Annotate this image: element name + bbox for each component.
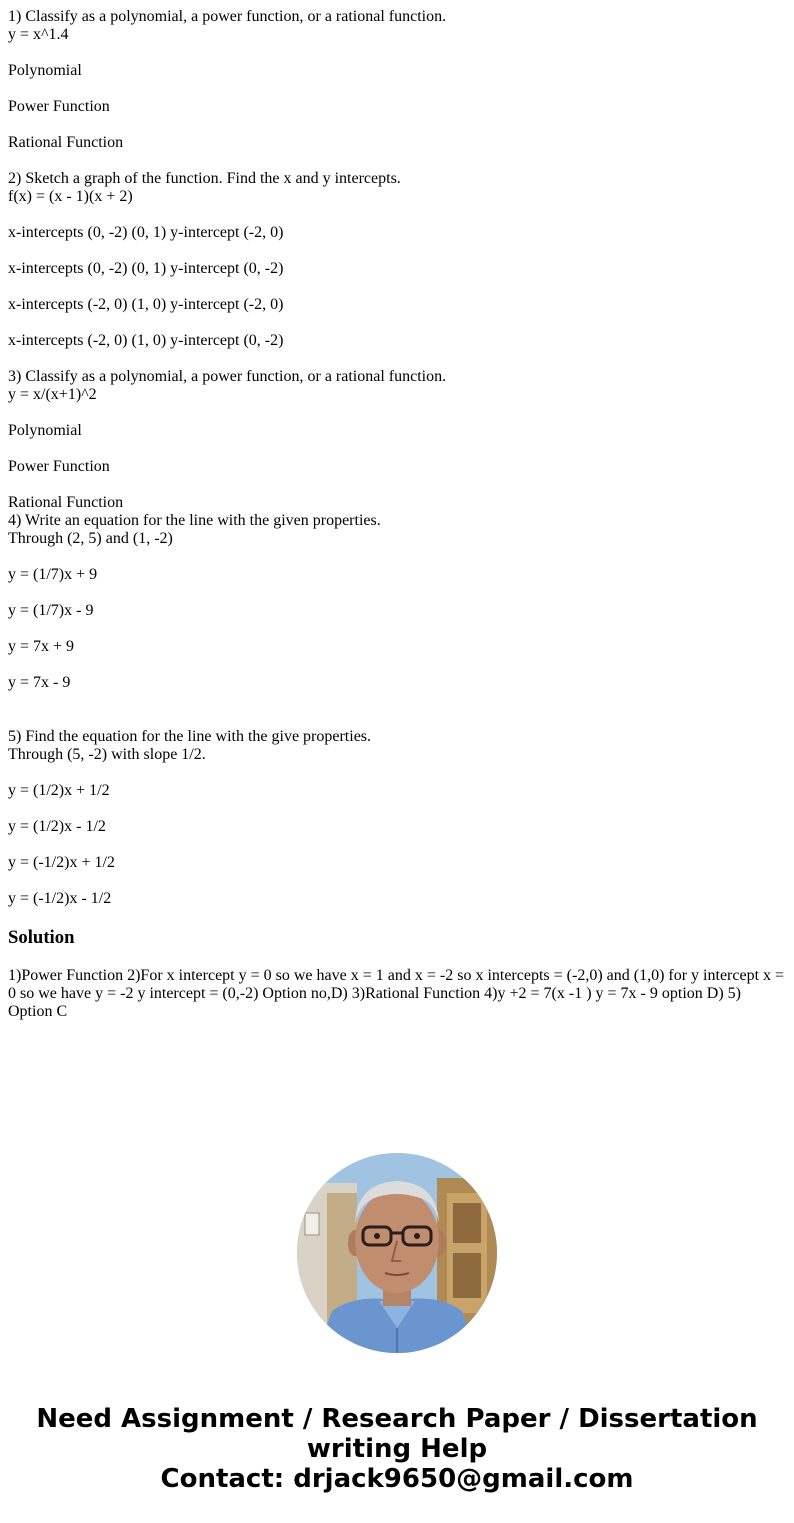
q4-prompt: 4) Write an equation for the line with the given properties.: [8, 512, 381, 529]
solution-heading: Solution: [8, 927, 75, 948]
q2-expression: f(x) = (x - 1)(x + 2): [8, 188, 133, 205]
q4-option-d: y = 7x - 9: [8, 674, 71, 691]
q2-option-a: x-intercepts (0, -2) (0, 1) y-intercept (-2, 0): [8, 224, 284, 241]
q4-option-b: y = (1/7)x - 9: [8, 602, 94, 619]
q1-expression: y = x^1.4: [8, 26, 69, 43]
q4-option-a: y = (1/7)x + 9: [8, 566, 98, 583]
q1-option-b: Power Function: [8, 98, 110, 115]
q4-expression: Through (2, 5) and (1, -2): [8, 530, 173, 547]
promo-banner: [0, 1404, 794, 1494]
promo-contact: Contact: drjack9650@gmail.com: [160, 1464, 634, 1494]
promo-line-1: Need Assignment / Research Paper / Dissertation: [36, 1404, 758, 1434]
q1-option-a: Polynomial: [8, 62, 82, 79]
solution-text: 1)Power Function 2)For x intercept y = 0 so we have x = 1 and x = -2 so x intercepts = (-2,0) and (1,0) for y intercept x = 0 so we have y = -2 y intercept = (0,-2) Option no,D) 3)Rational Function 4)y +2 = 7(x -1 ) y = 7x - 9 option D) 5) Option C: [8, 967, 785, 1020]
q5-option-b: y = (1/2)x - 1/2: [8, 818, 106, 835]
promo-line-2: writing Help: [306, 1434, 488, 1464]
q1-option-c: Rational Function: [8, 134, 124, 151]
q3-option-b: Power Function: [8, 458, 110, 475]
q2-option-b: x-intercepts (0, -2) (0, 1) y-intercept (0, -2): [8, 260, 284, 277]
q4-option-c: y = 7x + 9: [8, 638, 75, 655]
q3-option-c: Rational Function: [8, 494, 124, 511]
q3-option-a: Polynomial: [8, 422, 82, 439]
q5-prompt: 5) Find the equation for the line with the give properties.: [8, 728, 372, 745]
question-list: [8, 8, 786, 908]
author-portrait-icon: [297, 1153, 497, 1353]
q1-prompt: 1) Classify as a polynomial, a power function, or a rational function.: [8, 8, 447, 25]
q5-option-a: y = (1/2)x + 1/2: [8, 782, 110, 799]
q5-expression: Through (5, -2) with slope 1/2.: [8, 746, 206, 763]
q3-prompt: 3) Classify as a polynomial, a power function, or a rational function.: [8, 368, 447, 385]
q5-option-c: y = (-1/2)x + 1/2: [8, 854, 115, 871]
q2-prompt: 2) Sketch a graph of the function. Find the x and y intercepts.: [8, 170, 401, 187]
q5-option-d: y = (-1/2)x - 1/2: [8, 890, 112, 907]
author-avatar: [297, 1153, 497, 1353]
q3-expression: y = x/(x+1)^2: [8, 386, 97, 403]
q2-option-c: x-intercepts (-2, 0) (1, 0) y-intercept (-2, 0): [8, 296, 284, 313]
q2-option-d: x-intercepts (-2, 0) (1, 0) y-intercept (0, -2): [8, 332, 284, 349]
